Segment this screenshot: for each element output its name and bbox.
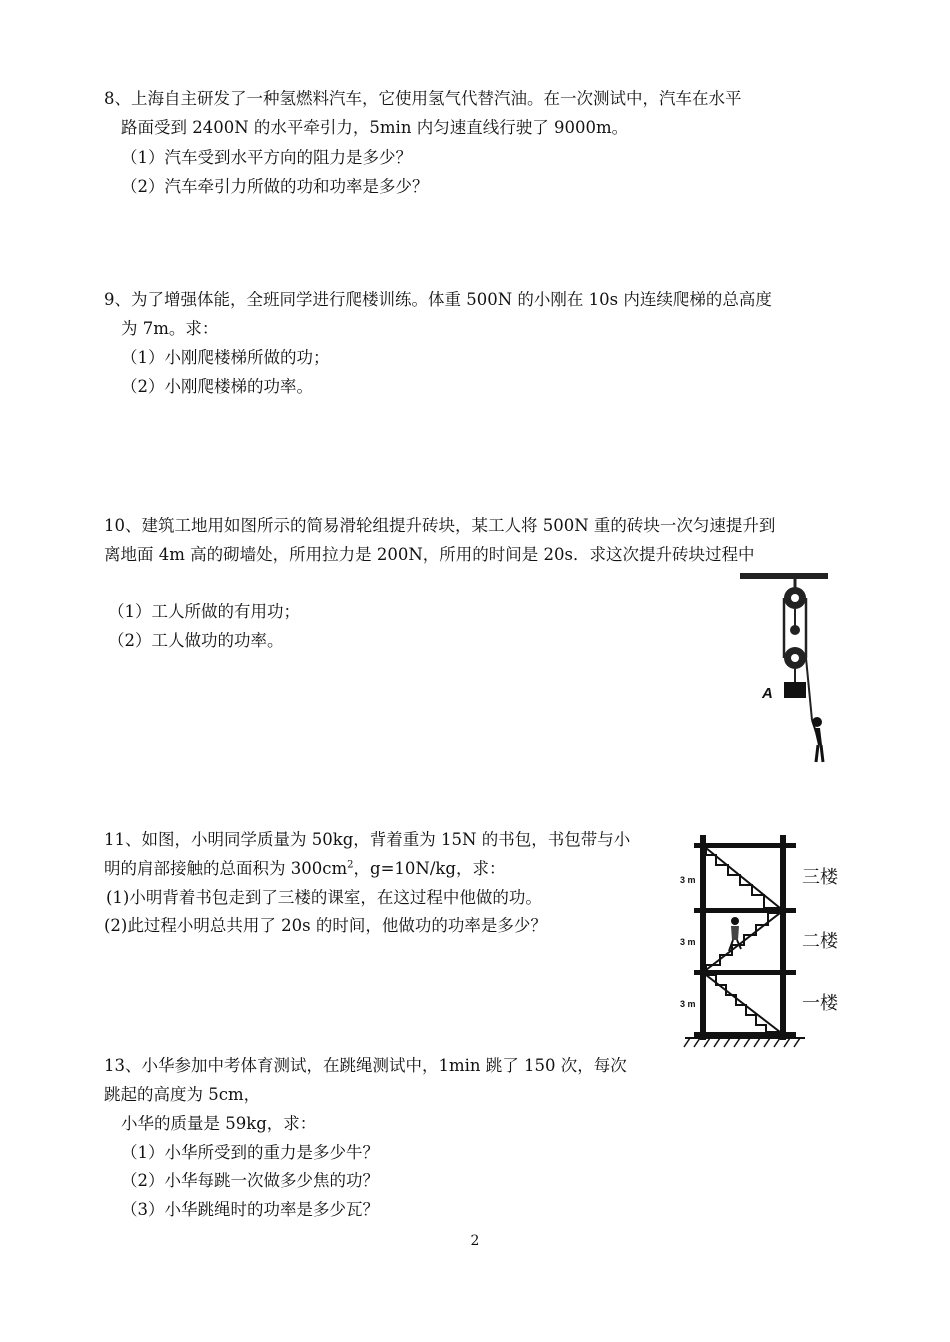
q11-sub1: (1)小明背着书包走到了三楼的课室，在这过程中他做的功。 — [106, 888, 542, 907]
page-number: 2 — [470, 1233, 480, 1249]
q13-sub3: （3）小华跳绳时的功率是多少瓦？ — [121, 1200, 379, 1219]
worker-figure — [812, 717, 823, 762]
q13-sub2: （2）小华每跳一次做多少焦的功？ — [121, 1171, 379, 1190]
q10-line1: 10、建筑工地用如图所示的简易滑轮组提升砖块，某工人将 500N 重的砖块一次匀速提升到 — [104, 516, 776, 535]
figure-label-a: A — [762, 685, 773, 702]
q13-line1: 13、小华参加中考体育测试，在跳绳测试中，1min 跳了 150 次，每次 — [104, 1056, 627, 1075]
q11-line1: 11、如图，小明同学质量为 50kg，背着重为 15N 的书包，书包带与小 — [104, 830, 631, 849]
q9-sub2: （2）小刚爬楼梯的功率。 — [121, 377, 313, 396]
q13-line3: 小华的质量是 59kg，求： — [121, 1114, 317, 1133]
height-label-bottom: 3 m — [680, 999, 696, 1009]
q11-sub2: (2)此过程小明总共用了 20s 的时间，他做功的功率是多少？ — [104, 916, 547, 935]
q9-sub1: （1）小刚爬楼梯所做的功； — [121, 348, 330, 367]
q10-sub1: （1）工人所做的有用功； — [108, 602, 300, 621]
q8-sub2: （2）汽车牵引力所做的功和功率是多少？ — [121, 177, 429, 196]
pulley-figure — [740, 570, 830, 770]
q8-line1: 8、上海自主研发了一种氢燃料汽车，它使用氢气代替汽油。在一次测试中，汽车在水平 — [104, 89, 742, 108]
q11-line2 — [104, 858, 505, 880]
q13-sub1: （1）小华所受到的重力是多少牛？ — [121, 1143, 379, 1162]
q10-line2: 离地面 4m 高的砌墙处，所用拉力是 200N，所用的时间是 20s．求这次提升砖块过程中 — [104, 545, 755, 564]
height-label-top: 3 m — [680, 875, 696, 885]
ceiling-beam — [740, 573, 828, 579]
floor-label-first: 一楼 — [802, 993, 838, 1014]
q13-line2: 跳起的高度为 5cm， — [104, 1085, 261, 1104]
height-label-middle: 3 m — [680, 937, 696, 947]
brick-load — [784, 682, 806, 698]
q11-line2-text: 明的肩部接触的总面积为 300cm — [104, 859, 348, 878]
q11-line2-text-end: ，g=10N/kg，求： — [353, 859, 506, 878]
q9-line2: 为 7m。求： — [121, 319, 219, 338]
q11-line2-superscript: 2 — [347, 859, 354, 871]
floor-label-second: 二楼 — [802, 931, 838, 952]
q10-sub2: （2）工人做功的功率。 — [108, 631, 284, 650]
stairs-figure — [680, 825, 850, 1055]
q8-sub1: （1）汽车受到水平方向的阻力是多少？ — [121, 148, 412, 167]
q8-line2: 路面受到 2400N 的水平牵引力，5min 内匀速直线行驶了 9000m。 — [121, 118, 629, 137]
q9-line1: 9、为了增强体能，全班同学进行爬楼训练。体重 500N 的小刚在 10s 内连续爬梯的总高度 — [104, 290, 772, 309]
floor-label-third: 三楼 — [802, 867, 838, 888]
